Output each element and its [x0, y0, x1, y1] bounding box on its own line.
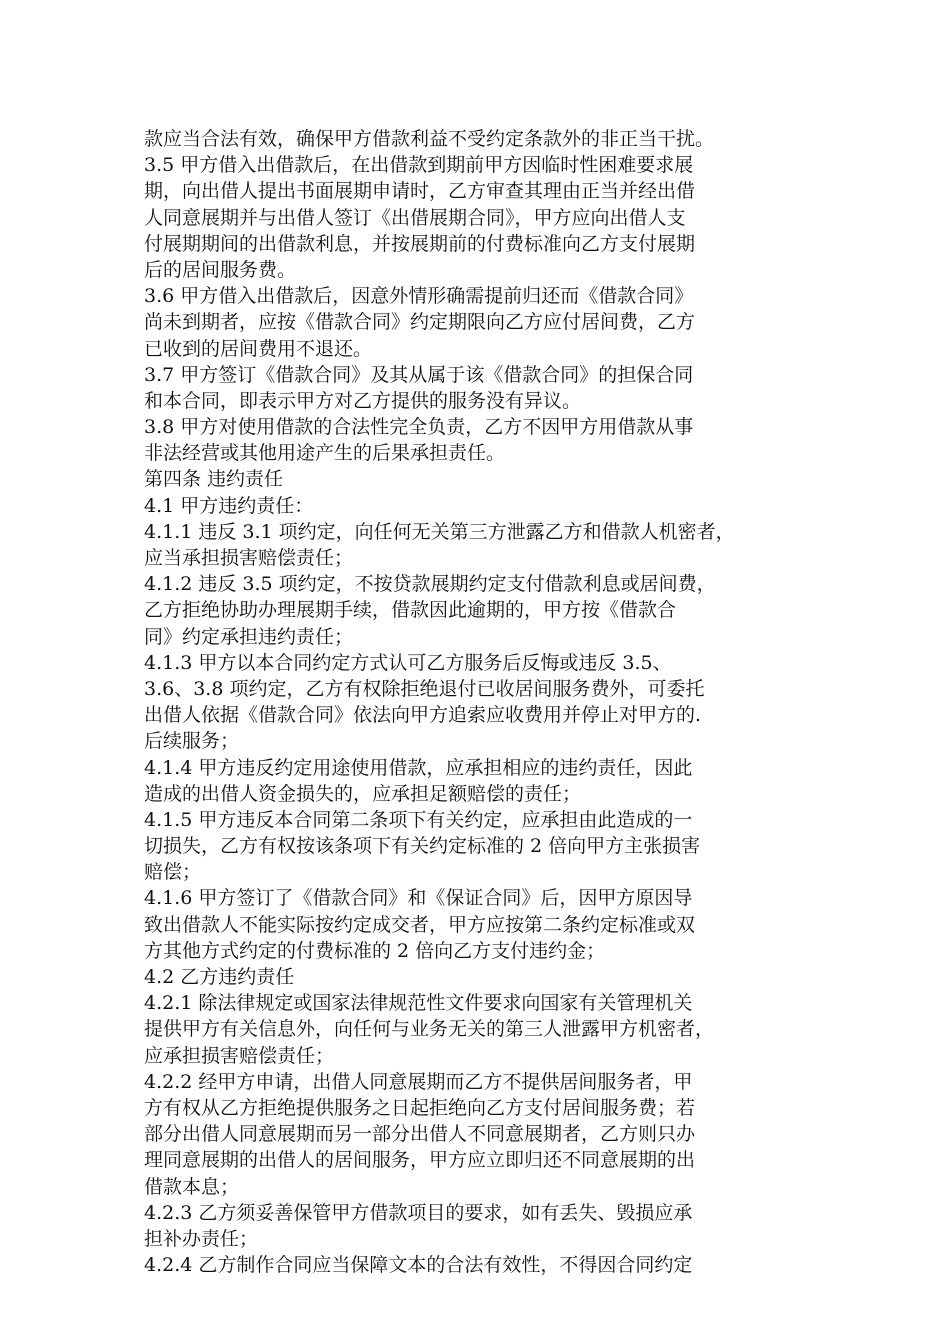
- text-line: 4.1 甲方违约责任：: [144, 494, 314, 517]
- text-line: 4.1.2 违反 3.5 项约定，不按贷款展期约定支付借款利息或居间费，: [144, 573, 716, 596]
- text-line: 4.1.1 违反 3.1 项约定，向任何无关第三方泄露乙方和借款人机密者，: [144, 520, 735, 543]
- text-line: 付展期期间的出借款利息，并按展期前的付费标准向乙方支付展期: [144, 232, 696, 255]
- text-line: 人同意展期并与出借人签订《出借展期合同》，甲方应向出借人支: [144, 206, 686, 229]
- text-line: 4.1.6 甲方签订了《借款合同》和《保证合同》后，因甲方原因导: [144, 887, 693, 910]
- text-line: 致出借款人不能实际按约定成交者，甲方应按第二条约定标准或双: [144, 913, 696, 936]
- text-line: 非法经营或其他用途产生的后果承担责任。: [144, 442, 506, 465]
- text-line: 期，向出借人提出书面展期申请时，乙方审查其理由正当并经出借: [144, 180, 696, 203]
- text-line: 后的居间服务费。: [144, 258, 297, 281]
- text-line: 赔偿；: [144, 861, 202, 884]
- text-line: 3.6 甲方借入出借款后，因意外情形确需提前归还而《借款合同》: [144, 285, 694, 308]
- text-line: 4.2.3 乙方须妥善保管甲方借款项目的要求，如有丢失、毁损应承: [144, 1201, 693, 1224]
- text-line: 部分出借人同意展期而另一部分出借人不同意展期者，乙方则只办: [144, 1123, 696, 1146]
- text-line: 应承担损害赔偿责任；: [144, 1044, 335, 1067]
- text-line: 3.8 甲方对使用借款的合法性完全负责，乙方不因甲方用借款从事: [144, 416, 694, 439]
- text-line: 和本合同，即表示甲方对乙方提供的服务没有异议。: [144, 389, 582, 412]
- text-line: 乙方拒绝协助办理展期手续，借款因此逾期的，甲方按《借款合: [144, 599, 677, 622]
- text-line: 4.1.4 甲方违反约定用途使用借款，应承担相应的违约责任，因此: [144, 756, 693, 779]
- text-line: 4.2 乙方违约责任: [144, 966, 295, 988]
- text-line: 3.7 甲方签订《借款合同》及其从属于该《借款合同》的担保合同: [144, 363, 694, 386]
- text-line: 4.2.2 经甲方申请，出借人同意展期而乙方不提供居间服务者，甲: [144, 1070, 693, 1093]
- text-line: 担补办责任；: [144, 1227, 259, 1250]
- text-line: 尚未到期者，应按《借款合同》约定期限向乙方应付居间费，乙方: [144, 311, 696, 334]
- text-line: 款应当合法有效，确保甲方借款利益不受约定条款外的非正当干扰。: [144, 128, 715, 150]
- text-line: 同》约定承担违约责任；: [144, 625, 354, 648]
- text-line: 切损失，乙方有权按该条项下有关约定标准的 2 倍向甲方主张损害: [144, 835, 701, 858]
- text-line: 已收到的居间费用不退还。: [144, 337, 373, 360]
- text-line: 第四条 违约责任: [144, 468, 284, 491]
- text-line: 借款本息；: [144, 1175, 240, 1198]
- text-line: 理同意展期的出借人的居间服务，甲方应立即归还不同意展期的出: [144, 1149, 696, 1172]
- text-line: 提供甲方有关信息外，向任何与业务无关的第三人泄露甲方机密者，: [144, 1018, 715, 1041]
- text-line: 方其他方式约定的付费标准的 2 倍向乙方支付违约金；: [144, 939, 606, 962]
- text-line: 3.5 甲方借入出借款后，在出借款到期前甲方因临时性困难要求展: [144, 154, 694, 177]
- contract-body-text: [144, 126, 816, 1278]
- text-line: 4.1.5 甲方违反本合同第二条项下有关约定，应承担由此造成的一: [144, 808, 693, 831]
- text-line: 造成的出借人资金损失的，应承担足额赔偿的责任；: [144, 782, 582, 805]
- text-line: 后续服务；: [144, 730, 240, 753]
- text-line: 方有权从乙方拒绝提供服务之日起拒绝向乙方支付居间服务费；若: [144, 1096, 696, 1119]
- text-line: 出借人依据《借款合同》依法向甲方追索应收费用并停止对甲方的.: [144, 704, 702, 727]
- text-line: 4.2.4 乙方制作合同应当保障文本的合法有效性，不得因合同约定: [144, 1254, 693, 1277]
- text-line: 应当承担损害赔偿责任；: [144, 547, 354, 569]
- text-line: 4.2.1 除法律规定或国家法律规范性文件要求向国家有关管理机关: [144, 992, 693, 1015]
- text-line: 4.1.3 甲方以本合同约定方式认可乙方服务后反悔或违反 3.5、: [144, 651, 672, 674]
- text-line: 3.6、3.8 项约定，乙方有权除拒绝退付已收居间服务费外，可委托: [144, 677, 705, 700]
